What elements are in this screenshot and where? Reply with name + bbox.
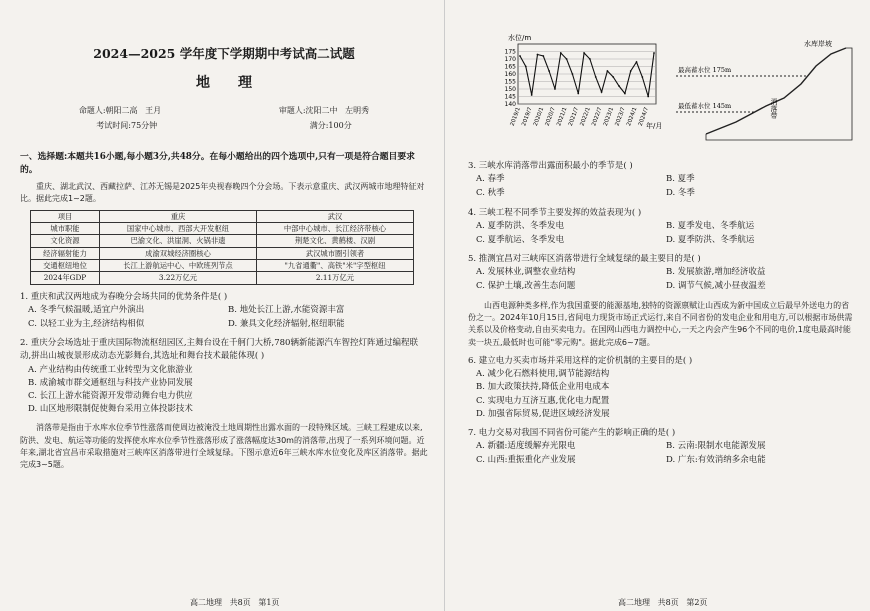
option: A. 产业结构由传统重工业转型为文化旅游业 xyxy=(28,364,193,375)
data-point xyxy=(519,55,521,57)
question-stem: 2. 重庆分会场选址于重庆国际物流枢纽园区,主舞台设在千舸门大桥,780辆新能源汽车智控灯阵通过编程联动,拼出山城夜景形成动态光影舞台,其选址和舞台技术最能体现( ) xyxy=(20,338,418,362)
data-point xyxy=(606,70,608,72)
option: D. 冬季 xyxy=(666,188,695,199)
x-tick-label: 2020/1 xyxy=(532,106,546,127)
x-tick-label: 2022/7 xyxy=(591,106,604,127)
profile-frame xyxy=(706,48,852,140)
table-header: 项目 xyxy=(31,210,100,222)
x-tick-label: 2020/7 xyxy=(544,106,557,127)
data-point xyxy=(577,93,579,95)
x-tick-label: 2021/1 xyxy=(556,106,569,127)
x-tick-label: 2021/7 xyxy=(567,106,581,127)
data-point xyxy=(630,70,632,72)
page-divider xyxy=(444,0,445,611)
water-level-chart xyxy=(496,32,666,132)
options-grid xyxy=(468,266,856,293)
data-point xyxy=(572,73,574,75)
option: D. 兼具文化经济辐射,枢纽职能 xyxy=(228,319,345,329)
slope-label: 水库岸坡 xyxy=(804,40,832,48)
option: A. 春季 xyxy=(476,174,505,185)
y-tick-label: 140 xyxy=(504,101,516,108)
x-tick-label: 2024/7 xyxy=(637,106,651,127)
table-cell: 长江上游航运中心、中欧班列节点 xyxy=(100,260,257,272)
data-point xyxy=(548,70,550,72)
x-tick-label: 2019/7 xyxy=(521,106,534,127)
data-point xyxy=(595,76,597,78)
data-point xyxy=(618,85,620,87)
page-footer-1: 高二地理 共8页 第1页 xyxy=(190,597,280,607)
data-point xyxy=(560,52,562,54)
option: B. 成渝城市群交通枢纽与科技产业协同发展 xyxy=(28,377,193,388)
setter-text: 命题人:朝阳二高 王月 xyxy=(78,106,162,116)
table-cell: 武汉城市圈引领者 xyxy=(257,247,414,259)
y-tick-label: 145 xyxy=(504,93,516,101)
right-page xyxy=(448,0,870,611)
exam-time: 考试时间:75分钟 xyxy=(96,121,158,131)
data-point xyxy=(583,52,585,54)
question-6 xyxy=(468,355,856,421)
table-row xyxy=(31,223,414,235)
table-header: 重庆 xyxy=(100,210,257,222)
table-cell: 城市职能 xyxy=(31,223,100,235)
x-tick-label: 2022/1 xyxy=(579,106,592,127)
full-score: 满分:100分 xyxy=(309,121,352,131)
option: D. 调节气候,减小昼夜温差 xyxy=(666,281,766,292)
exam-info-row xyxy=(20,120,428,132)
option: B. 发展旅游,增加经济收益 xyxy=(666,267,766,278)
x-tick-label: 2023/7 xyxy=(614,106,627,127)
section-heading: 一、选择题:本题共16小题,每小题3分,共48分。在每小题给出的四个选项中,只有一项是符合题目要求的。 xyxy=(20,151,415,176)
table-header: 武汉 xyxy=(257,210,414,222)
page-footer-2: 高二地理 共8页 第2页 xyxy=(618,597,708,607)
option: C. 以轻工业为主,经济结构相似 xyxy=(28,319,145,329)
option: C. 夏季航运、冬季发电 xyxy=(476,234,565,245)
question-3 xyxy=(468,160,856,201)
water-level-series-line xyxy=(520,53,654,97)
option: B. 加大政策扶持,降低企业用电成本 xyxy=(476,382,610,393)
y-tick-label: 175 xyxy=(504,48,516,56)
data-point xyxy=(624,93,626,95)
option: A. 发展林业,调整农业结构 xyxy=(476,267,576,278)
table-cell: 荆楚文化、黄鹤楼、汉剧 xyxy=(257,235,414,247)
data-point xyxy=(542,55,544,57)
option: B. 夏季 xyxy=(666,174,695,185)
options-grid xyxy=(468,220,856,247)
option: A. 夏季防洪、冬季发电 xyxy=(476,220,565,231)
options-grid xyxy=(468,440,856,467)
option: C. 保护土壤,改善生态问题 xyxy=(476,281,576,292)
option: C. 秋季 xyxy=(476,188,505,199)
intro-paragraph: 重庆、湖北武汉、西藏拉萨、江苏无锡是2025年央视春晚四个分会场。下表示意重庆、武汉两城市地理特征对比。据此完成1~2题。 xyxy=(20,182,425,204)
option: B. 云南:限制水电能源发展 xyxy=(666,441,766,452)
option: D. 山区地形限制促使舞台采用立体投影技术 xyxy=(28,404,193,415)
question-stem: 3. 三峡水库消落带出露面积最小的季节是( ) xyxy=(468,161,633,171)
option: C. 山西:重振重化产业发展 xyxy=(476,455,576,466)
x-tick-label: 2019/1 xyxy=(509,106,522,127)
drawdown-zone-label: 消落带 xyxy=(770,98,778,119)
question-7 xyxy=(468,427,856,468)
y-tick-label: 165 xyxy=(504,63,516,71)
option: A. 冬季气候温暖,适宜户外演出 xyxy=(28,304,145,315)
table-cell: 国家中心城市、西部大开发枢纽 xyxy=(100,223,257,235)
data-point xyxy=(531,94,533,96)
y-tick-label: 155 xyxy=(504,78,516,86)
options-grid xyxy=(468,173,856,200)
data-point xyxy=(566,58,568,60)
reservoir-profile-diagram xyxy=(676,36,861,141)
data-point xyxy=(647,96,649,98)
table-cell: 交通枢纽地位 xyxy=(31,260,100,272)
question-1 xyxy=(20,291,428,332)
data-point xyxy=(653,52,655,54)
option: D. 夏季防洪、冬季航运 xyxy=(666,234,755,245)
option: B. 地处长江上游,水能资源丰富 xyxy=(228,304,345,315)
option: D. 加强省际贸易,促进区域经济发展 xyxy=(476,408,610,419)
exam-title: 2024—2025 学年度下学期期中考试高二试题 xyxy=(93,46,355,61)
intro-paragraph-2: 消落带是指由于水库水位季节性涨落而使周边被淹没土地周期性出露水面的一段特殊区域。三峡工程建成以来,防洪、发电、航运等功能的发挥使水库水位季节性涨落形成了涨落幅度达30m的消落带,出现了一系列环境问题。近年来,湖北省宜昌市采取措施对三峡库区消落带进行全域复绿。下图示意近6年三峡水库水位变化及库区消落带。据此完成3~5题。 xyxy=(20,423,428,470)
table-cell: 3.22万亿元 xyxy=(100,272,257,284)
options-grid xyxy=(20,304,428,331)
table-cell: 2024年GDP xyxy=(31,272,100,284)
y-tick-label: 170 xyxy=(504,56,516,63)
y-tick-label: 150 xyxy=(504,86,516,93)
table-cell: 文化资源 xyxy=(31,235,100,247)
question-4 xyxy=(468,207,856,248)
bank-slope-line xyxy=(706,48,846,134)
data-point xyxy=(612,76,614,78)
table-row xyxy=(31,247,414,259)
table-cell: 2.11万亿元 xyxy=(257,272,414,284)
table-row xyxy=(31,260,414,272)
data-point xyxy=(641,76,643,78)
table-row xyxy=(31,272,414,284)
table-cell: 经济辐射能力 xyxy=(31,247,100,259)
options-list xyxy=(20,364,428,417)
subject-title: 地理 xyxy=(196,75,280,92)
table-cell: "九省通衢"、高铁"米"字型枢纽 xyxy=(257,260,414,272)
y-tick-label: 160 xyxy=(504,71,516,78)
question-stem: 4. 三峡工程不同季节主要发挥的效益表现为( ) xyxy=(468,207,642,218)
option: A. 减少化石燃料使用,调节能源结构 xyxy=(476,369,610,380)
table-cell: 巴渝文化、洪崖洞、火锅非遗 xyxy=(100,235,257,247)
x-axis-label: 年/月 xyxy=(646,122,663,130)
data-point xyxy=(554,88,556,90)
option: D. 广东:有效消纳多余电能 xyxy=(666,455,766,466)
intro-paragraph-3: 山西电源种类多样,作为我国重要的能源基地,独特的资源禀赋让山西成为新中国成立后最早外送电力的省份之一。2024年10月15日,省间电力现货市场正式运行,来自不同省份的发电企业和用电方,可以根据市场供需关系以及价格变动,自由买卖电力。在国网山西电力调控中心,一天之内会产生96个不同的电价,1度电最高时能卖一块五,最低时也可能"零元购"。据此完成6~7题。 xyxy=(468,300,853,347)
option: C. 实现电力互济互惠,优化电力配置 xyxy=(476,395,610,406)
data-point xyxy=(525,66,527,68)
question-stem: 5. 推测宜昌对三峡库区消落带进行全域复绿的最主要目的是( ) xyxy=(468,254,701,265)
high-water-label: 最高蓄水位 175m xyxy=(678,66,732,74)
table-cell: 成渝双城经济圈核心 xyxy=(100,247,257,259)
question-5 xyxy=(468,253,856,294)
y-axis-label: 水位/m xyxy=(508,34,532,42)
question-2 xyxy=(20,337,428,416)
data-point xyxy=(589,58,591,60)
option: C. 长江上游水能资源开发带动舞台电力供应 xyxy=(28,390,193,401)
table-row xyxy=(31,235,414,247)
option: A. 新疆:适度缓解弃光限电 xyxy=(476,441,576,452)
authors-row xyxy=(20,105,428,117)
x-tick-label: 2023/1 xyxy=(602,106,616,127)
question-stem: 1. 重庆和武汉两地成为春晚分会场共同的优势条件是( ) xyxy=(20,291,228,302)
option: B. 夏季发电、冬季航运 xyxy=(666,220,755,231)
question-stem: 7. 电力交易对我国不同省份可能产生的影响正确的是( ) xyxy=(468,427,676,438)
data-point xyxy=(601,91,603,93)
comparison-table xyxy=(30,210,414,285)
table-header-row xyxy=(31,210,414,222)
low-water-label: 最低蓄水位 145m xyxy=(678,102,732,110)
x-tick-label: 2024/1 xyxy=(626,106,639,127)
question-stem: 6. 建立电力买卖市场并采用这样的定价机制的主要目的是( ) xyxy=(468,356,693,367)
data-point xyxy=(636,61,638,63)
data-point xyxy=(537,54,539,56)
table-cell: 中部中心城市、长江经济带核心 xyxy=(257,223,414,235)
options-list xyxy=(468,368,856,421)
reviewer-text: 审题人:沈阳二中 左明秀 xyxy=(278,106,370,116)
